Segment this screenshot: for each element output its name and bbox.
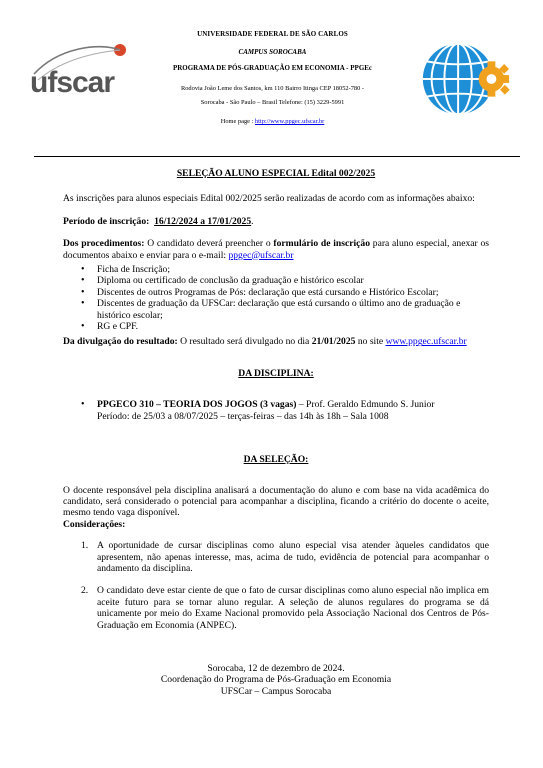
discipline-heading: DA DISCIPLINA: (238, 367, 314, 379)
result-paragraph (63, 336, 489, 347)
form-link-text: formulário de inscrição (273, 238, 371, 250)
list-item: • Discentes de outros Programas de Pós: declaração que está cursando e Histórico Escolar; (63, 287, 489, 298)
discipline-list (63, 399, 489, 422)
list-item (63, 585, 489, 631)
discipline-name: PPGECO 310 – TEORIA DOS JOGOS (3 vagas) (97, 399, 297, 411)
letterhead (150, 30, 395, 125)
list-item (63, 540, 489, 574)
result-text: no site (355, 336, 386, 348)
notice-body (63, 168, 489, 697)
footer-coordination: Coordenação do Programa de Pós-Graduação em Economia (160, 674, 392, 686)
discipline-professor: – Prof. Geraldo Edmundo S. Junior (296, 399, 435, 411)
list-item: • Ficha de Inscrição; (63, 264, 489, 275)
result-text: O resultado será divulgado no dia (177, 336, 312, 348)
notice-title: SELEÇÃO ALUNO ESPECIAL Edital 002/2025 (176, 168, 376, 179)
campus-name: CAMPUS SOROCABA (238, 48, 307, 56)
address-line: Sorocaba - São Paulo – Brasil Telefone: (15) 3229-5991 (200, 99, 345, 106)
item-text: O candidato deve estar ciente de que o fato de cursar disciplinas como aluno especial não implica em aceite futuro para se tornar aluno regular. A seleção de alunos regulares do programa se dá unicamente por meio do Exame Nacional promovido pela Associação Nacional dos Centros de Pós-Graduação em Economia (ANPEC). (97, 585, 489, 631)
documents-list (63, 264, 489, 332)
homepage-link[interactable]: http://www.ppgec.ufscar.br (254, 118, 325, 125)
considerations-list (63, 540, 489, 631)
header-divider (34, 156, 520, 157)
list-item: • RG e CPF. (63, 321, 489, 332)
homepage-label: Home page : (220, 118, 255, 125)
item-number: 1. (81, 540, 89, 552)
item-text: A oportunidade de cursar disciplinas como aluno especial visa atender àqueles candidatos que apresentem, não apenas interesse, mas, acima de tudo, evidência de potencial para acompanhar o andamento da disciplina. (97, 540, 489, 574)
result-label: Da divulgação do resultado: (63, 336, 178, 348)
list-item: • Diploma ou certificado de conclusão da graduação e histórico escolar (63, 275, 489, 286)
signature-block (63, 663, 489, 697)
university-name: UNIVERSIDADE FEDERAL DE SÃO CARLOS (197, 30, 348, 38)
period-value: 16/12/2024 a 17/01/2025 (154, 215, 252, 227)
period-label: Período de inscrição: (63, 215, 150, 227)
selection-paragraph: O docente responsável pela disciplina analisará a documentação do aluno e com base na vida acadêmica do candidato, será considerado o potencial para acompanhar a disciplina, ficando a critério do docente o aceite, mesmo tendo vaga disponível. (63, 484, 489, 519)
ppgec-logo (415, 30, 513, 128)
email-link[interactable]: ppgec@ufscar.br (228, 249, 294, 261)
list-item (63, 399, 489, 422)
registration-period (63, 216, 489, 227)
selection-heading: DA SELEÇÃO: (243, 454, 309, 466)
procedures-label: Dos procedimentos: (63, 238, 145, 250)
footer-campus: UFSCar – Campus Sorocaba (220, 685, 332, 697)
considerations-label: Considerações: (63, 518, 126, 530)
ufscar-logo (28, 40, 146, 100)
footer-date: Sorocaba, 12 de dezembro de 2024. (207, 662, 345, 674)
procedures-paragraph (63, 238, 489, 261)
program-name: PROGRAMA DE PÓS-GRADUAÇÃO EM ECONOMIA - PPGEc (172, 64, 373, 72)
result-date: 21/01/2025 (311, 336, 356, 348)
item-number: 2. (81, 585, 89, 597)
address (150, 82, 395, 110)
procedures-text: O candidato deverá preencher o (144, 238, 274, 250)
address-line: Rodovia João Leme dos Santos, km 110 Bairro Itinga CEP 18052-780 - (180, 85, 365, 92)
list-item: • Discentes de graduação da UFSCar: declaração que está cursando o último ano de graduação e histórico escolar; (63, 298, 489, 321)
period-end: . (251, 215, 254, 227)
discipline-schedule: Período: de 25/03 a 08/07/2025 – terças-feiras – das 14h às 18h – Sala 1008 (97, 410, 389, 422)
intro-paragraph: As inscrições para alunos especiais Edital 002/2025 serão realizadas de acordo com as informações abaixo: (63, 193, 475, 205)
logo-text: ufscar (30, 66, 115, 99)
site-link[interactable]: www.ppgec.ufscar.br (385, 336, 467, 348)
homepage (150, 118, 395, 125)
procedures-text: para aluno especial, anexar os documentos abaixo e enviar para o e-mail: (63, 238, 489, 261)
